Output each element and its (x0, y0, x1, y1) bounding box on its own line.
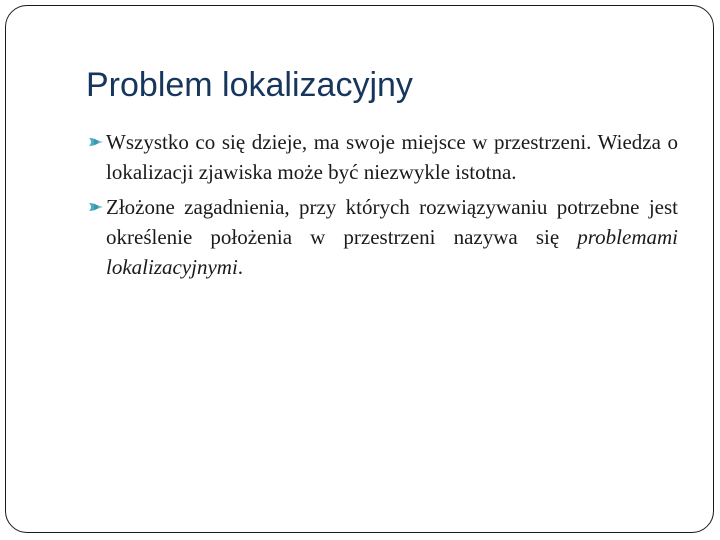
arrow-bullet-icon (88, 200, 104, 214)
bullet-item (86, 192, 678, 282)
arrow-bullet-icon (88, 135, 104, 149)
bullet-item (86, 127, 678, 187)
bullet-emphasis-text: problemami lokalizacyjnymi (106, 225, 678, 279)
bullet-text: Złożone zagadnienia, przy których rozwiązywaniu potrzebne jest określenie położenia w przestrzeni nazywa się (106, 195, 678, 249)
bullet-text-end: . (237, 255, 244, 279)
slide-frame (5, 5, 714, 533)
bullet-text: Wszystko co się dzieje, ma swoje miejsce w przestrzeni. Wiedza o lokalizacji zjawiska może być niezwykle istotna. (106, 130, 678, 184)
slide-title: Problem lokalizacyjny (86, 66, 413, 104)
bullet-list (86, 127, 678, 287)
